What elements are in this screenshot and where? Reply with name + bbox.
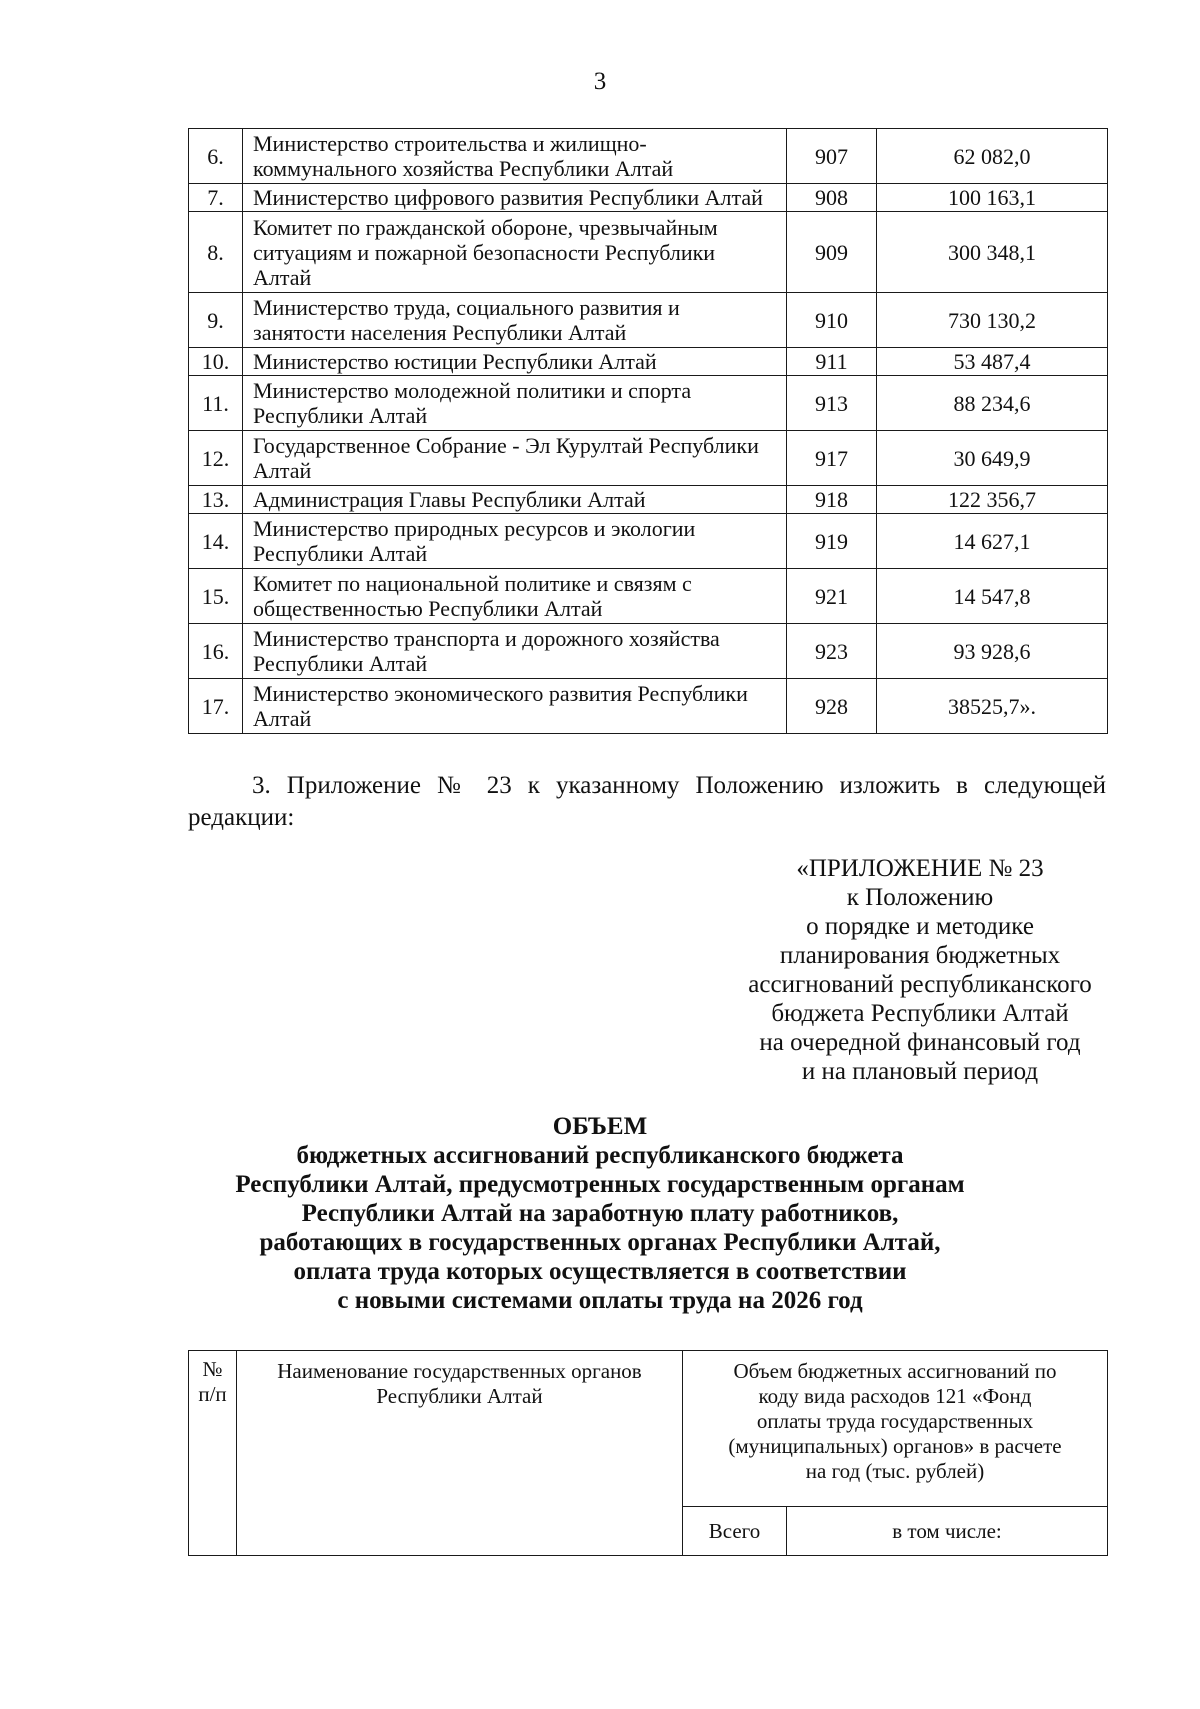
- row-code: 928: [787, 679, 877, 734]
- ministry-name-line: Алтай: [253, 706, 312, 731]
- ministry-name-line: Республики Алтай: [253, 403, 428, 428]
- row-amount: 38525,7».: [877, 679, 1108, 734]
- row-amount: 730 130,2: [877, 293, 1108, 348]
- header-volume-line: Объем бюджетных ассигнований по: [733, 1359, 1057, 1383]
- header-including: в том числе:: [787, 1507, 1108, 1556]
- header-name-line2: Республики Алтай: [376, 1384, 543, 1408]
- row-number: 12.: [189, 431, 243, 486]
- row-number: 11.: [189, 376, 243, 431]
- page-number: 3: [593, 68, 607, 95]
- row-amount: 88 234,6: [877, 376, 1108, 431]
- header-name: [237, 1351, 683, 1556]
- row-code: 910: [787, 293, 877, 348]
- document-title: [0, 1112, 1200, 1315]
- row-amount: 122 356,7: [877, 486, 1108, 514]
- table-row: [189, 624, 1108, 679]
- header-num-line2: п/п: [198, 1382, 227, 1406]
- header-volume-line: оплаты труда государственных: [756, 1409, 1034, 1433]
- row-code: 908: [787, 184, 877, 212]
- ministry-name-line: Министерство молодежной политики и спорта: [253, 378, 692, 403]
- appendix-line: «ПРИЛОЖЕНИЕ № 23: [796, 855, 1044, 882]
- row-ministry-name: [243, 486, 787, 514]
- row-ministry-name: [243, 293, 787, 348]
- header-total: Всего: [683, 1507, 787, 1556]
- row-ministry-name: [243, 624, 787, 679]
- ministry-name-line: общественностью Республики Алтай: [253, 596, 603, 621]
- ministry-name-line: Министерство юстиции Республики Алтай: [253, 349, 657, 374]
- ministry-name-line: занятости населения Республики Алтай: [253, 320, 627, 345]
- table-row: [189, 431, 1108, 486]
- row-code: 911: [787, 348, 877, 376]
- appendix-line: и на плановый период: [801, 1058, 1039, 1085]
- row-amount: 300 348,1: [877, 212, 1108, 293]
- row-ministry-name: [243, 184, 787, 212]
- ministry-name-line: коммунального хозяйства Республики Алтай: [253, 156, 674, 181]
- row-code: 917: [787, 431, 877, 486]
- row-code: 921: [787, 569, 877, 624]
- table-row: [189, 514, 1108, 569]
- row-number: 10.: [189, 348, 243, 376]
- title-heading: ОБЪЕМ: [552, 1113, 648, 1140]
- appendix-line: на очередной финансовый год: [759, 1029, 1081, 1056]
- row-number: 14.: [189, 514, 243, 569]
- ministry-name-line: Министерство строительства и жилищно-: [253, 131, 647, 156]
- row-code: 907: [787, 129, 877, 184]
- row-number: 7.: [189, 184, 243, 212]
- ministry-name-line: Алтай: [253, 458, 312, 483]
- row-amount: 14 547,8: [877, 569, 1108, 624]
- row-ministry-name: [243, 431, 787, 486]
- row-ministry-name: [243, 679, 787, 734]
- title-line: Республики Алтай на заработную плату работников,: [301, 1200, 899, 1227]
- row-number: 16.: [189, 624, 243, 679]
- row-amount: 93 928,6: [877, 624, 1108, 679]
- title-line: с новыми системами оплаты труда на 2026 год: [337, 1287, 863, 1314]
- header-name-line1: Наименование государственных органов: [277, 1359, 642, 1383]
- row-ministry-name: [243, 348, 787, 376]
- row-ministry-name: [243, 569, 787, 624]
- row-amount: 30 649,9: [877, 431, 1108, 486]
- ministry-name-line: Администрация Главы Республики Алтай: [253, 487, 646, 512]
- row-code: 923: [787, 624, 877, 679]
- ministry-name-line: Государственное Собрание - Эл Курултай Республики: [253, 433, 759, 458]
- row-code: 913: [787, 376, 877, 431]
- header-volume: [683, 1351, 1108, 1507]
- appendix-line: планирования бюджетных: [779, 942, 1061, 969]
- appendix-line: о порядке и методике: [806, 913, 1034, 940]
- row-amount: 62 082,0: [877, 129, 1108, 184]
- ministry-name-line: Республики Алтай: [253, 651, 428, 676]
- ministry-name-line: Министерство труда, социального развития и: [253, 295, 680, 320]
- row-code: 918: [787, 486, 877, 514]
- ministry-name-line: Министерство экономического развития Республики: [253, 681, 748, 706]
- ministry-name-line: Алтай: [253, 264, 312, 290]
- title-line: Республики Алтай, предусмотренных государственным органам: [235, 1171, 965, 1198]
- table-row: [189, 212, 1108, 293]
- title-line: бюджетных ассигнований республиканского бюджета: [296, 1142, 904, 1169]
- ministry-name-line: Министерство цифрового развития Республики Алтай: [253, 185, 763, 210]
- row-number: 13.: [189, 486, 243, 514]
- title-line: оплата труда которых осуществляется в соответствии: [293, 1258, 907, 1285]
- row-amount: 14 627,1: [877, 514, 1108, 569]
- table-row: [189, 184, 1108, 212]
- table-row: [189, 376, 1108, 431]
- ministry-name-line: Министерство транспорта и дорожного хозяйства: [253, 626, 720, 651]
- appendix-header: [720, 854, 1120, 1086]
- table-row: [189, 129, 1108, 184]
- header-volume-line: (муниципальных) органов» в расчете: [728, 1434, 1062, 1458]
- table-row: [189, 348, 1108, 376]
- allocation-table: [188, 1350, 1108, 1556]
- row-ministry-name: [243, 212, 787, 293]
- ministries-table-body: [189, 129, 1108, 734]
- row-code: 919: [787, 514, 877, 569]
- table-row: [189, 569, 1108, 624]
- amendment-line-2: редакции:: [188, 804, 295, 831]
- row-number: 8.: [189, 212, 243, 293]
- amendment-line-1: 3. Приложение № 23 к указанному Положению изложить в следующей: [252, 772, 1106, 799]
- row-number: 15.: [189, 569, 243, 624]
- ministry-name-line: Республики Алтай: [253, 541, 428, 566]
- row-number: 6.: [189, 129, 243, 184]
- ministry-name-line: Комитет по гражданской обороне, чрезвычайным: [253, 214, 718, 240]
- row-number: 17.: [189, 679, 243, 734]
- ministry-name-line: Министерство природных ресурсов и экологии: [253, 516, 696, 541]
- row-amount: 53 487,4: [877, 348, 1108, 376]
- header-volume-line: коду вида расходов 121 «Фонд: [758, 1384, 1032, 1408]
- row-code: 909: [787, 212, 877, 293]
- ministries-table: [188, 128, 1108, 734]
- row-ministry-name: [243, 376, 787, 431]
- ministry-name-line: Комитет по национальной политике и связям с: [253, 571, 692, 596]
- row-ministry-name: [243, 129, 787, 184]
- header-num-line1: №: [202, 1357, 223, 1381]
- appendix-line: ассигнований республиканского: [748, 971, 1092, 998]
- amendment-paragraph: [188, 770, 1106, 834]
- appendix-line: бюджета Республики Алтай: [771, 1000, 1069, 1027]
- table-row: [189, 679, 1108, 734]
- appendix-line: к Положению: [846, 884, 994, 911]
- header-num: [189, 1351, 237, 1556]
- row-number: 9.: [189, 293, 243, 348]
- table-row: [189, 293, 1108, 348]
- title-line: работающих в государственных органах Республики Алтай,: [259, 1229, 941, 1256]
- row-ministry-name: [243, 514, 787, 569]
- row-amount: 100 163,1: [877, 184, 1108, 212]
- table-row: [189, 486, 1108, 514]
- header-volume-line: на год (тыс. рублей): [805, 1459, 985, 1483]
- ministry-name-line: ситуациям и пожарной безопасности Республики: [253, 239, 716, 265]
